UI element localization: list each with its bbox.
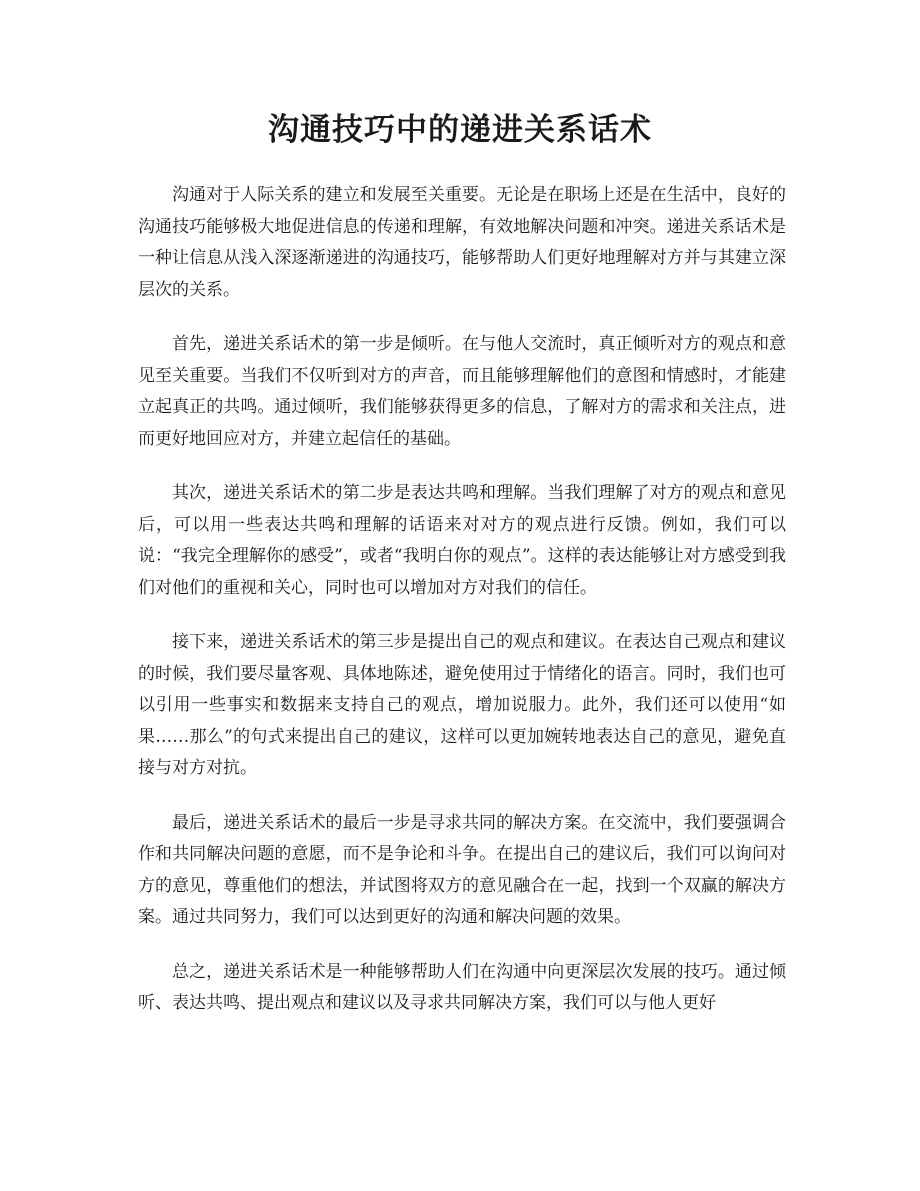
paragraph-step-two: 其次，递进关系话术的第二步是表达共鸣和理解。当我们理解了对方的观点和意见后，可以用一些表达共鸣和理解的话语来对对方的观点进行反馈。例如，我们可以说：“我完全理解你的感受”，或者“我明白你的观点”。这样的表达能够让对方感受到我们对他们的重视和关心，同时也可以增加对方对我们的信任。 [138,483,786,598]
paragraph-conclusion: 总之，递进关系话术是一种能够帮助人们在沟通中向更深层次发展的技巧。通过倾听、表达共鸣、提出观点和建议以及寻求共同解决方案，我们可以与他人更好 [138,961,786,1013]
paragraph-step-three: 接下来，递进关系话术的第三步是提出自己的观点和建议。在表达自己观点和建议的时候，我们要尽量客观、具体地陈述，避免使用过于情绪化的语言。同时，我们也可以引用一些事实和数据来支持自己的观点，增加说服力。此外，我们还可以使用“如果……那么”的句式来提出自己的建议，这样可以更加婉转地表达自己的意见，避免直接与对方对抗。 [138,632,786,778]
document-body [138,180,786,1043]
paragraph-intro: 沟通对于人际关系的建立和发展至关重要。无论是在职场上还是在生活中，良好的沟通技巧能够极大地促进信息的传递和理解，有效地解决问题和冲突。递进关系话术是一种让信息从浅入深逐渐递进的沟通技巧，能够帮助人们更好地理解对方并与其建立深层次的关系。 [138,185,786,300]
paragraph-step-one: 首先，递进关系话术的第一步是倾听。在与他人交流时，真正倾听对方的观点和意见至关重要。当我们不仅听到对方的声音，而且能够理解他们的意图和情感时，才能建立起真正的共鸣。通过倾听，我们能够获得更多的信息，了解对方的需求和关注点，进而更好地回应对方，并建立起信任的基础。 [138,334,786,449]
paragraph-step-four: 最后，递进关系话术的最后一步是寻求共同的解决方案。在交流中，我们要强调合作和共同解决问题的意愿，而不是争论和斗争。在提出自己的建议后，我们可以询问对方的意见，尊重他们的想法，并试图将双方的意见融合在一起，找到一个双赢的解决方案。通过共同努力，我们可以达到更好的沟通和解决问题的效果。 [138,812,786,927]
document-title: 沟通技巧中的递进关系话术 [268,112,652,148]
